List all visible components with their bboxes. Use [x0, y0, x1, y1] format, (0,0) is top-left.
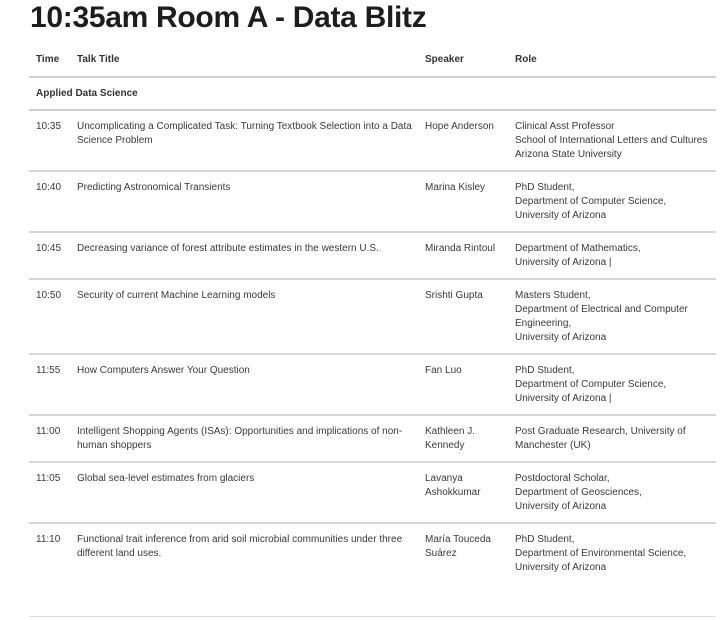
role-line: Department of Mathematics,: [515, 243, 641, 254]
talk-time: 11:55: [29, 354, 70, 415]
role-line: Arizona State University: [515, 149, 622, 160]
talk-speaker: Kathleen J. Kennedy: [418, 415, 508, 462]
role-line: School of International Letters and Cultures: [515, 135, 708, 146]
role-line: University of Arizona: [515, 332, 607, 343]
column-header-speaker: Speaker: [418, 44, 508, 77]
talk-title: Global sea-level estimates from glaciers: [70, 462, 418, 523]
talk-role: [508, 171, 716, 232]
page-title: 10:35am Room A - Data Blitz: [30, 1, 427, 34]
talk-time: 10:45: [29, 232, 70, 279]
talk-role: [508, 110, 716, 171]
talk-role: [508, 415, 716, 462]
column-header-role: Role: [508, 44, 716, 77]
role-line: Clinical Asst Professor: [515, 121, 615, 132]
talk-role: [508, 232, 716, 279]
talk-title: Uncomplicating a Complicated Task: Turning Textbook Selection into a Data Science Problem: [70, 110, 418, 171]
talk-role: [508, 462, 716, 523]
role-line: University of Arizona: [515, 501, 607, 512]
role-line: Post Graduate Research, University of Manchester (UK): [515, 426, 686, 451]
talk-role: [508, 523, 716, 583]
role-line: Department of Computer Science,: [515, 379, 667, 390]
talk-title: Intelligent Shopping Agents (ISAs): Opportunities and implications of non-human shoppers: [70, 415, 418, 462]
talk-speaker: Lavanya Ashokkumar: [418, 462, 508, 523]
table-header: [29, 44, 716, 77]
talk-speaker: María Touceda Suárez: [425, 534, 491, 559]
role-line: Postdoctoral Scholar,: [515, 473, 610, 484]
role-line: Masters Student,: [515, 290, 591, 301]
talk-role: [508, 354, 716, 415]
talk-speaker: Marina Kisley: [418, 171, 508, 232]
table-row: [29, 523, 716, 583]
table-row: [29, 462, 716, 523]
bottom-divider: [29, 616, 716, 617]
talk-time: 10:35: [29, 110, 70, 171]
role-line: University of Arizona |: [515, 393, 612, 404]
table-row: [29, 232, 716, 279]
role-line: PhD Student,: [515, 365, 575, 376]
talk-time: 11:00: [29, 415, 70, 462]
talk-title: Decreasing variance of forest attribute estimates in the western U.S.: [70, 232, 418, 279]
talk-speaker: Hope Anderson: [418, 110, 508, 171]
talk-title: Security of current Machine Learning models: [70, 279, 418, 354]
talk-time: 11:05: [29, 462, 70, 523]
talk-speaker: Miranda Rintoul: [418, 232, 508, 279]
role-line: PhD Student,: [515, 182, 575, 193]
role-line: Department of Computer Science,: [515, 196, 667, 207]
table-row: [29, 354, 716, 415]
table-row: [29, 279, 716, 354]
talk-speaker: Fan Luo: [418, 354, 508, 415]
column-header-time: Time: [29, 44, 70, 77]
table-row: [29, 415, 716, 462]
talk-title: Predicting Astronomical Transients: [70, 171, 418, 232]
talk-role: [508, 279, 716, 354]
talk-title: How Computers Answer Your Question: [70, 354, 418, 415]
header-row: [29, 44, 716, 77]
talk-time: 10:40: [29, 171, 70, 232]
talk-title: Functional trait inference from arid soil microbial communities under three different land uses.: [77, 534, 403, 559]
role-line: Department of Geosciences,: [515, 487, 642, 498]
schedule-table: [29, 44, 716, 583]
role-line: PhD Student,: [515, 534, 575, 545]
section-row: [29, 77, 716, 110]
table-row: [29, 171, 716, 232]
talk-time: 11:10: [36, 534, 61, 545]
role-line: Department of Electrical and Computer Engineering,: [515, 304, 688, 329]
talk-time: 10:50: [29, 279, 70, 354]
section-label: Applied Data Science: [29, 77, 716, 110]
role-line: University of Arizona |: [515, 257, 612, 268]
role-line: University of Arizona: [515, 210, 607, 221]
role-line: Department of Environmental Science,: [515, 548, 687, 559]
table-row: [29, 110, 716, 171]
talk-speaker: Srishti Gupta: [418, 279, 508, 354]
column-header-title: Talk Title: [70, 44, 418, 77]
table-body: [29, 77, 716, 583]
role-line: University of Arizona: [515, 562, 607, 573]
